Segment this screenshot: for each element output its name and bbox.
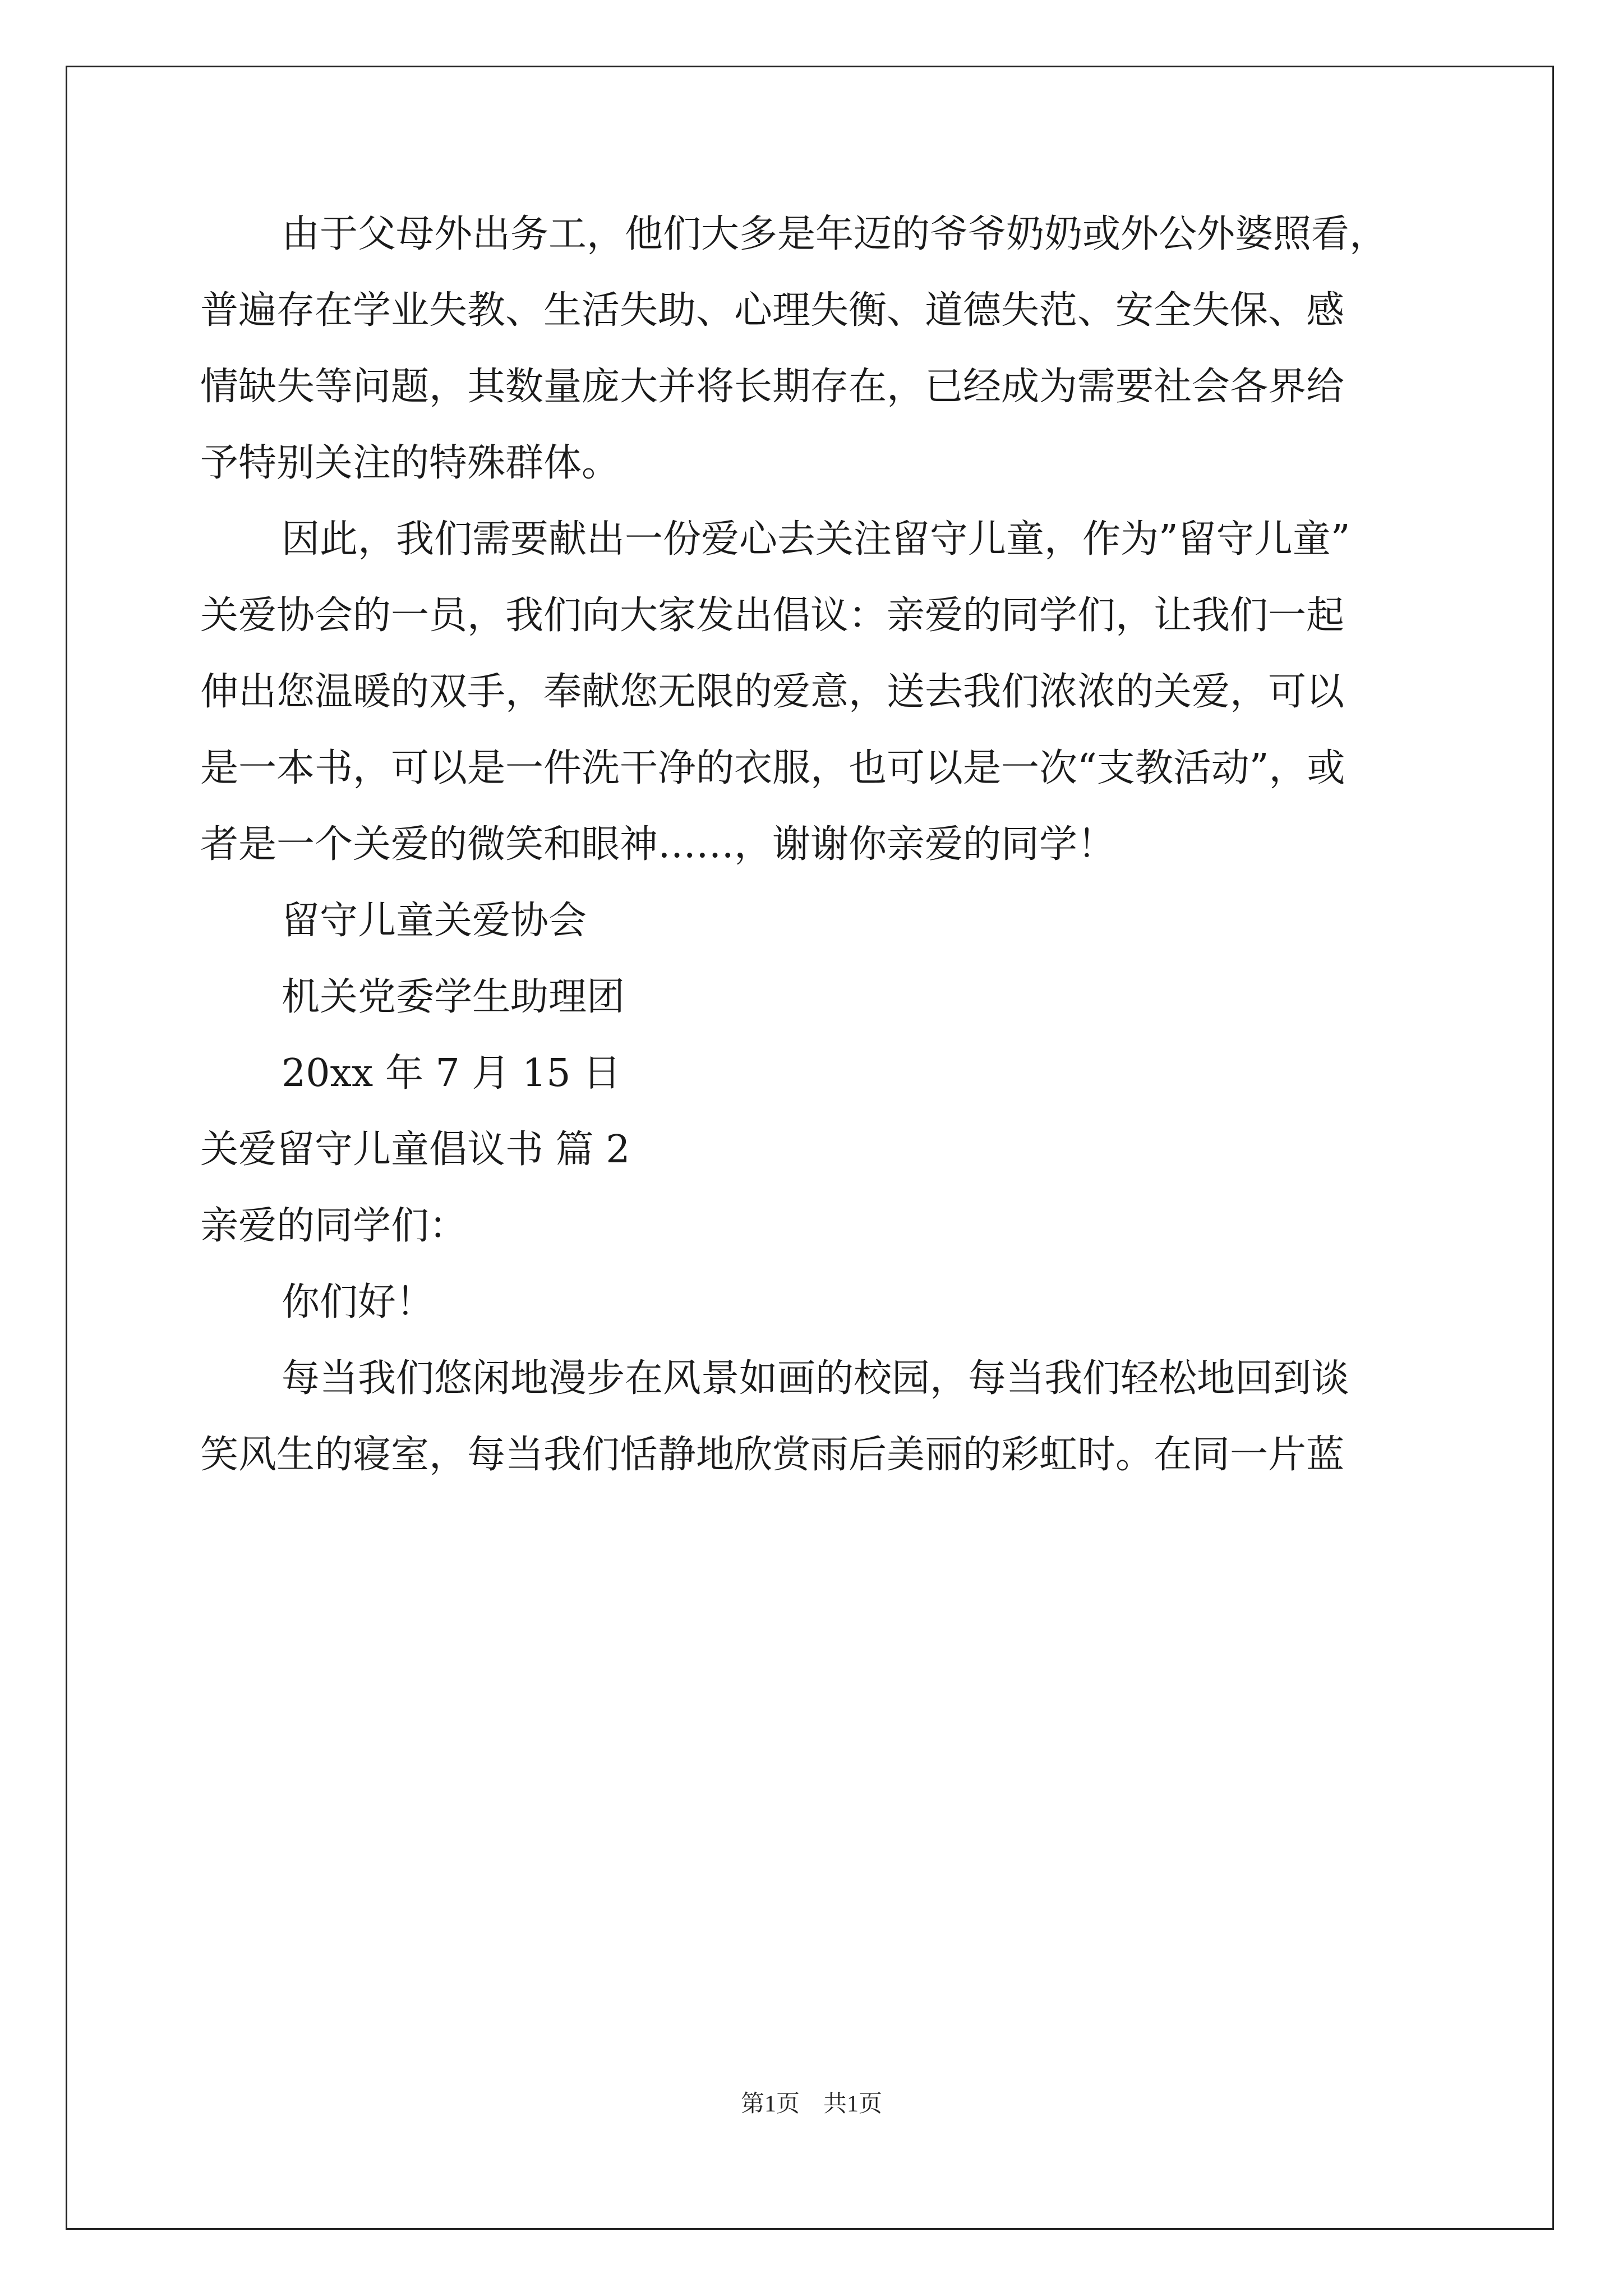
section-heading: 关爱留守儿童倡议书 篇 2 <box>200 1128 630 1172</box>
salutation: 亲爱的同学们： <box>200 1204 468 1248</box>
greeting: 你们好！ <box>282 1280 435 1324</box>
page-number-footer: 第1页 共1页 <box>740 2091 882 2117</box>
paragraph-line: 因此，我们需要献出一份爱心去关注留守儿童，作为”留守儿童” <box>282 517 1350 562</box>
paragraph-line: 普遍存在学业失教、生活失助、心理失衡、道德失范、安全失保、感 <box>200 288 1345 333</box>
paragraph-line: 伸出您温暖的双手，奉献您无限的爱意，送去我们浓浓的关爱，可以 <box>200 670 1345 714</box>
paragraph-line: 由于父母外出务工，他们大多是年迈的爷爷奶奶或外公外婆照看， <box>282 212 1388 256</box>
signature-group: 机关党委学生助理团 <box>282 975 625 1019</box>
paragraph-line: 予特别关注的特殊群体。 <box>200 441 620 485</box>
paragraph-line: 情缺失等问题，其数量庞大并将长期存在，已经成为需要社会各界给 <box>200 365 1345 409</box>
paragraph-line: 关爱协会的一员，我们向大家发出倡议：亲爱的同学们，让我们一起 <box>200 593 1345 638</box>
signature-organization: 留守儿童关爱协会 <box>282 899 587 943</box>
paragraph-line: 笑风生的寝室，每当我们恬静地欣赏雨后美丽的彩虹时。在同一片蓝 <box>200 1433 1345 1477</box>
paragraph-line: 者是一个关爱的微笑和眼神……，谢谢你亲爱的同学！ <box>200 822 1116 867</box>
paragraph-line: 每当我们悠闲地漫步在风景如画的校园，每当我们轻松地回到谈 <box>282 1356 1350 1401</box>
signature-date: 20xx 年 7 月 15 日 <box>282 1051 621 1096</box>
paragraph-line: 是一本书，可以是一件洗干净的衣服，也可以是一次“支教活动”，或 <box>200 746 1345 790</box>
